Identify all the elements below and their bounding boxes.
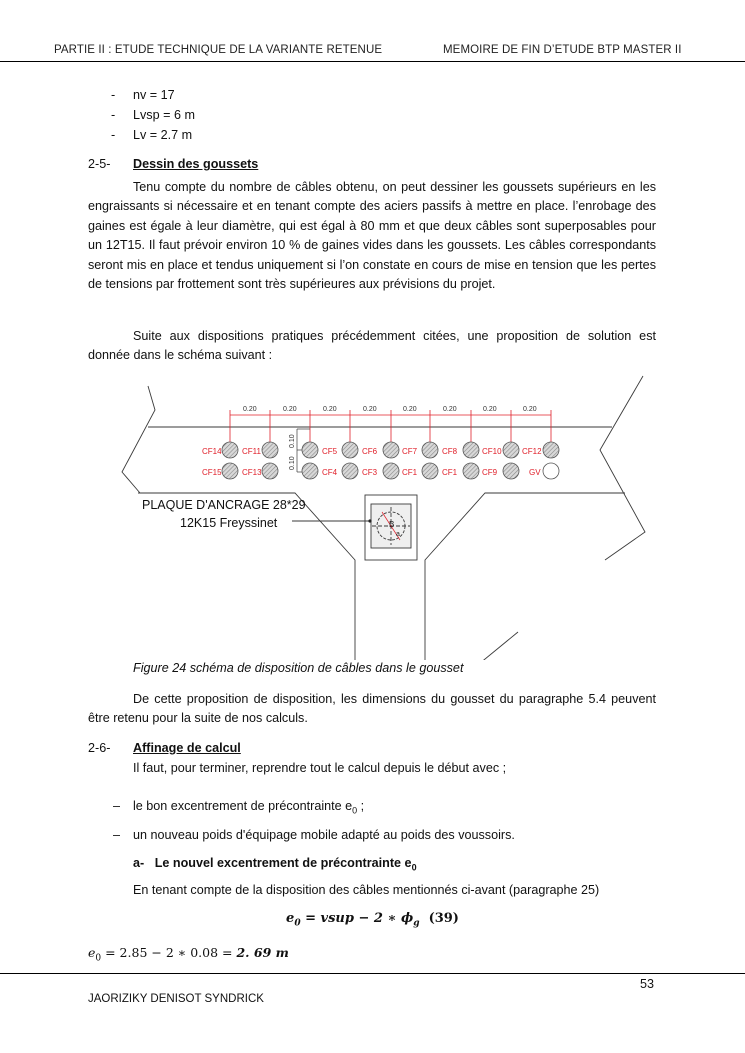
subsection-text: En tenant compte de la disposition des câbles mentionnés ci-avant (paragraphe 25) xyxy=(133,883,600,897)
param-lv: Lv = 2.7 m xyxy=(133,128,193,142)
footer-author: JAORIZIKY DENISOT SYNDRICK xyxy=(88,993,264,1005)
spacing-labels xyxy=(243,406,537,470)
svg-text:CF10: CF10 xyxy=(482,447,502,456)
svg-text:0.10: 0.10 xyxy=(289,456,296,470)
svg-text:CF8: CF8 xyxy=(442,447,458,456)
svg-text:0.20: 0.20 xyxy=(403,406,417,413)
footer-divider xyxy=(0,973,745,974)
list-dash: – xyxy=(113,799,121,813)
bullet-equipage: un nouveau poids d'équipage mobile adapté au poids des voussoirs. xyxy=(133,828,515,842)
paragraph-goussets: Tenu compte du nombre de câbles obtenu, on peut dessiner les goussets supérieurs en les engraissants si nécessaire et en tenant compte des aciers passifs à mettre en place. l’enrobage des gaines est égale à leur diamètre, qui est égal à 80 mm et que deux câbles sont superposables pour un 12T15. Il faut prévoir environ 10 % de gaines vides dans les goussets. Les câbles correspondants seront mis en place et tendus uniquement si l’on constate en cours de mise en tension que les pertes de tensions par frottement sont très supérieures aux prévisions du projet. xyxy=(88,180,656,292)
subsection-title: a- Le nouvel excentrement de précontrainte $e_0$ xyxy=(133,856,417,873)
svg-text:0.10: 0.10 xyxy=(289,434,296,448)
svg-text:CF12: CF12 xyxy=(522,447,542,456)
svg-text:CF1: CF1 xyxy=(402,468,418,477)
svg-text:CF11: CF11 xyxy=(242,447,261,456)
svg-text:CF6: CF6 xyxy=(362,447,378,456)
svg-text:CF15: CF15 xyxy=(202,468,222,477)
svg-text:CF7: CF7 xyxy=(402,447,418,456)
svg-text:0.20: 0.20 xyxy=(523,406,537,413)
param-nv: nv = 17 xyxy=(133,88,175,102)
svg-text:CF4: CF4 xyxy=(322,468,338,477)
anchor-plate-label: PLAQUE D'ANCRAGE 28*29 xyxy=(142,498,306,512)
svg-text:CF5: CF5 xyxy=(322,447,338,456)
calculation-result: $e_0 = 2.85 - 2$ ∗ 0.08 = 2. 69 m xyxy=(88,945,289,964)
bullet-excentrement: le bon excentrement de précontrainte $e_0$ ; xyxy=(133,799,365,816)
svg-text:CF1: CF1 xyxy=(442,468,458,477)
figure-caption: Figure 24 schéma de disposition de câbles dans le gousset xyxy=(133,661,464,675)
formula-39: $e_0$ = vsup − 2 ∗ $\phi_g$ (39) xyxy=(286,911,459,929)
svg-text:0.20: 0.20 xyxy=(443,406,457,413)
running-header-right: MEMOIRE DE FIN D’ETUDE BTP MASTER II xyxy=(443,44,682,56)
dimension-lines xyxy=(230,410,551,442)
svg-text:GV: GV xyxy=(529,468,541,477)
cable-ducts-top xyxy=(222,442,559,458)
svg-text:CF9: CF9 xyxy=(482,468,498,477)
page-number: 53 xyxy=(640,977,655,991)
param-lvsp: Lvsp = 6 m xyxy=(133,108,195,122)
cable-labels-bottom xyxy=(202,468,541,477)
section-number: 2-5- xyxy=(88,157,111,171)
list-dash: - xyxy=(111,128,116,142)
svg-text:B: B xyxy=(389,520,395,529)
section-title: Dessin des goussets xyxy=(133,157,259,171)
svg-text:0.20: 0.20 xyxy=(363,406,377,413)
section-title: Affinage de calcul xyxy=(133,741,241,755)
list-dash: - xyxy=(111,108,116,122)
svg-text:0.20: 0.20 xyxy=(483,406,497,413)
svg-text:0.20: 0.20 xyxy=(323,406,337,413)
header-divider xyxy=(0,61,745,62)
paragraph-after-figure: De cette proposition de disposition, les dimensions du gousset du paragraphe 5.4 peuvent être retenu pour la suite de nos calculs. xyxy=(88,692,656,726)
list-dash: - xyxy=(111,88,116,102)
section-number: 2-6- xyxy=(88,741,111,755)
paragraph-solution-intro: Suite aux dispositions pratiques précédemment citées, une proposition de solution est donnée dans le schéma suivant : xyxy=(88,329,656,363)
cable-layout-figure xyxy=(100,370,680,660)
cable-labels-top xyxy=(202,447,542,456)
svg-text:CF14: CF14 xyxy=(202,447,222,456)
svg-text:a: a xyxy=(396,531,400,538)
anchor-type-label: 12K15 Freyssinet xyxy=(180,516,278,530)
svg-text:CF3: CF3 xyxy=(362,468,378,477)
running-header-left: PARTIE II : ETUDE TECHNIQUE DE LA VARIANTE RETENUE xyxy=(54,44,383,56)
svg-text:0.20: 0.20 xyxy=(243,406,257,413)
list-dash: – xyxy=(113,828,121,842)
svg-text:CF13: CF13 xyxy=(242,468,262,477)
cable-ducts-bottom xyxy=(222,463,559,479)
section-intro: Il faut, pour terminer, reprendre tout le calcul depuis le début avec ; xyxy=(133,761,507,775)
svg-text:0.20: 0.20 xyxy=(283,406,297,413)
